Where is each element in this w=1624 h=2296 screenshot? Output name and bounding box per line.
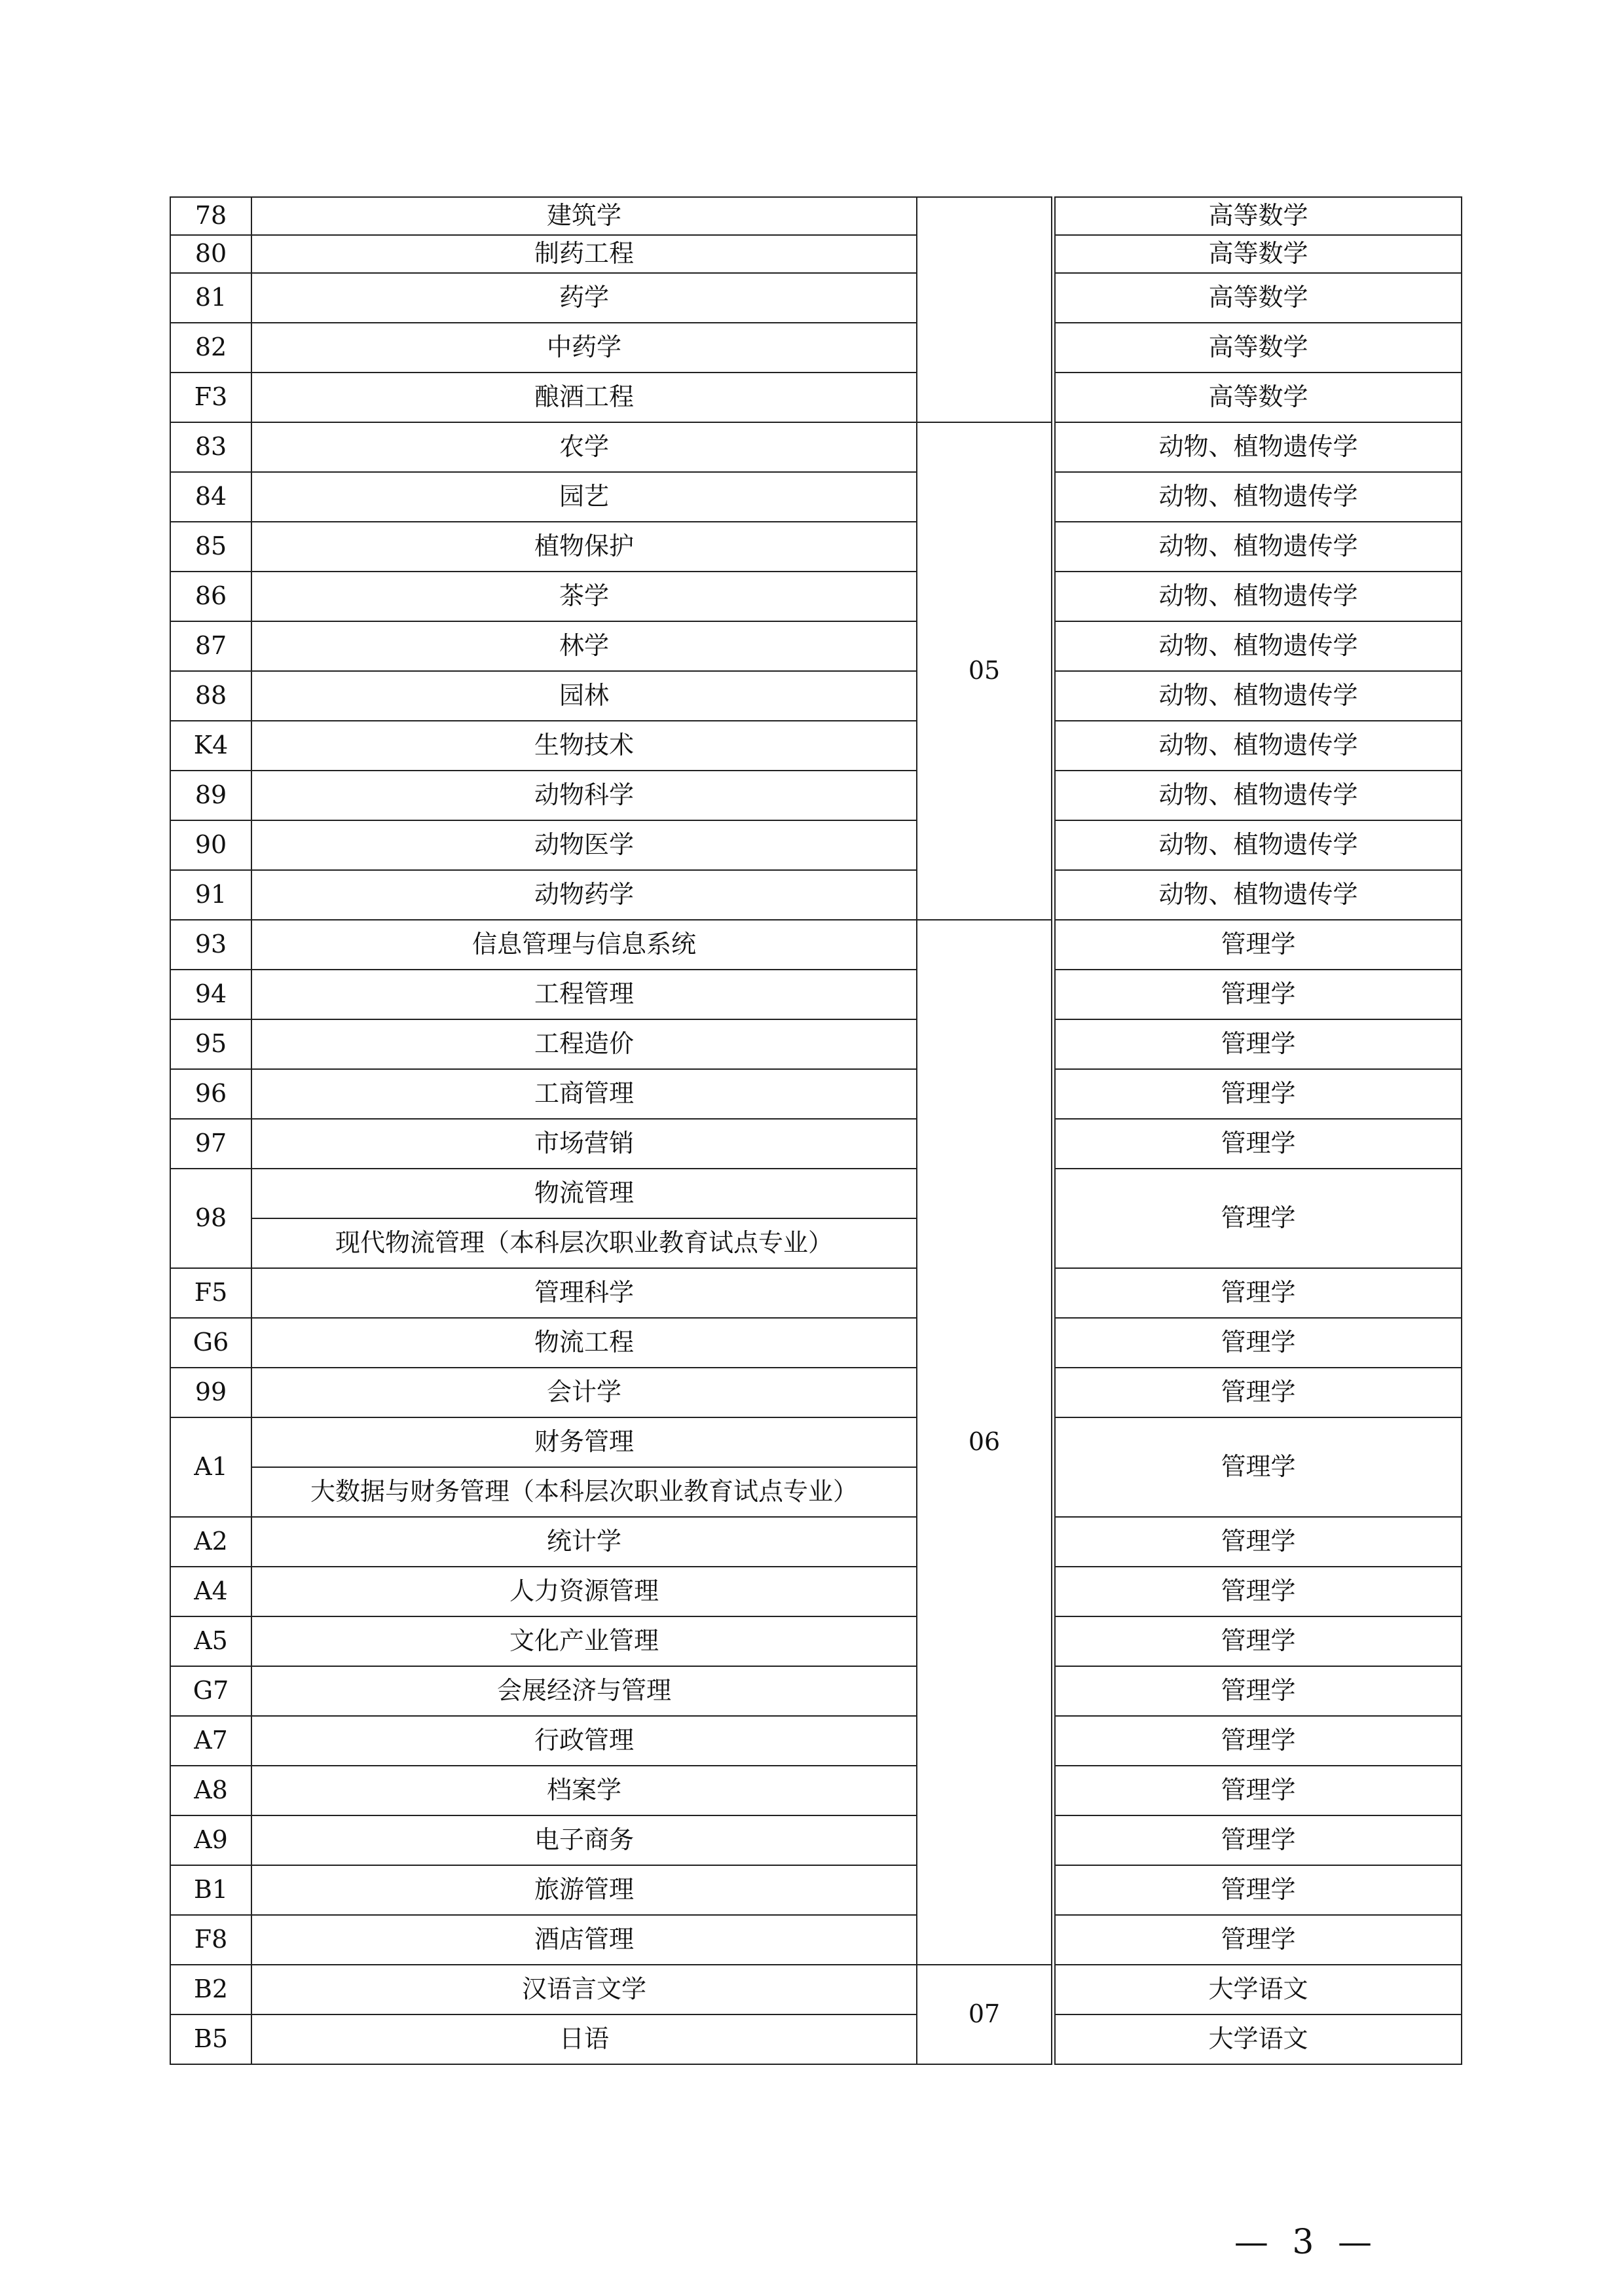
- major-name-cell: 日语: [251, 2014, 917, 2064]
- major-name-cell: 旅游管理: [251, 1865, 917, 1915]
- major-code-cell: G6: [170, 1318, 251, 1368]
- table-row: [170, 422, 1462, 472]
- exam-subject-cell: 高等数学: [1055, 373, 1462, 422]
- major-name-cell: 药学: [251, 273, 917, 323]
- exam-subject-cell: 动物、植物遗传学: [1055, 820, 1462, 870]
- table-row: [170, 1915, 1462, 1965]
- major-name-cell: 工程管理: [251, 970, 917, 1019]
- table-row: [170, 472, 1462, 522]
- table-body: [170, 197, 1462, 2064]
- exam-subject-cell: 大学语文: [1055, 1965, 1462, 2014]
- major-code-cell: 99: [170, 1368, 251, 1417]
- major-name-cell: 茶学: [251, 572, 917, 621]
- major-name-cell: 文化产业管理: [251, 1616, 917, 1666]
- exam-subject-cell: 动物、植物遗传学: [1055, 522, 1462, 572]
- exam-subject-cell: 高等数学: [1055, 197, 1462, 235]
- major-name-cell: 制药工程: [251, 235, 917, 273]
- exam-subject-cell: 管理学: [1055, 970, 1462, 1019]
- table-row: [170, 820, 1462, 870]
- table-row: [170, 1666, 1462, 1716]
- table-row: [170, 1965, 1462, 2014]
- major-code-cell: 97: [170, 1119, 251, 1169]
- exam-subject-cell: 高等数学: [1055, 235, 1462, 273]
- exam-subject-cell: 管理学: [1055, 920, 1462, 970]
- major-name-cell: 酒店管理: [251, 1915, 917, 1965]
- major-name-cell: 物流管理: [251, 1169, 917, 1218]
- major-name-cell: 大数据与财务管理（本科层次职业教育试点专业）: [251, 1467, 917, 1517]
- major-code-cell: 95: [170, 1019, 251, 1069]
- major-code-cell: 98: [170, 1169, 251, 1268]
- major-code-cell: B5: [170, 2014, 251, 2064]
- major-name-cell: 动物医学: [251, 820, 917, 870]
- major-code-cell: 80: [170, 235, 251, 273]
- admission-table: [170, 196, 1462, 2065]
- exam-subject-cell: 动物、植物遗传学: [1055, 771, 1462, 820]
- exam-subject-cell: 动物、植物遗传学: [1055, 472, 1462, 522]
- major-name-cell: 物流工程: [251, 1318, 917, 1368]
- major-code-cell: A9: [170, 1815, 251, 1865]
- major-code-cell: 88: [170, 671, 251, 721]
- subject-group-cell: [917, 197, 1052, 422]
- major-code-cell: F8: [170, 1915, 251, 1965]
- exam-subject-cell: 管理学: [1055, 1915, 1462, 1965]
- table-row: [170, 1766, 1462, 1815]
- major-code-cell: A5: [170, 1616, 251, 1666]
- exam-subject-cell: 管理学: [1055, 1616, 1462, 1666]
- exam-subject-cell: 动物、植物遗传学: [1055, 721, 1462, 771]
- major-code-cell: 96: [170, 1069, 251, 1119]
- exam-subject-cell: 管理学: [1055, 1766, 1462, 1815]
- major-name-cell: 中药学: [251, 323, 917, 373]
- major-name-cell: 会计学: [251, 1368, 917, 1417]
- table-row: [170, 671, 1462, 721]
- major-name-cell: 行政管理: [251, 1716, 917, 1766]
- exam-subject-cell: 高等数学: [1055, 323, 1462, 373]
- major-code-cell: A7: [170, 1716, 251, 1766]
- major-code-cell: 90: [170, 820, 251, 870]
- exam-subject-cell: 管理学: [1055, 1865, 1462, 1915]
- major-name-cell: 工商管理: [251, 1069, 917, 1119]
- major-code-cell: 87: [170, 621, 251, 671]
- exam-subject-cell: 动物、植物遗传学: [1055, 671, 1462, 721]
- table-row: [170, 273, 1462, 323]
- exam-subject-cell: 动物、植物遗传学: [1055, 621, 1462, 671]
- major-name-cell: 林学: [251, 621, 917, 671]
- major-code-cell: F5: [170, 1268, 251, 1318]
- major-name-cell: 园艺: [251, 472, 917, 522]
- table-row: [170, 1019, 1462, 1069]
- major-name-cell: 市场营销: [251, 1119, 917, 1169]
- major-code-cell: G7: [170, 1666, 251, 1716]
- major-name-cell: 现代物流管理（本科层次职业教育试点专业）: [251, 1218, 917, 1268]
- subject-group-cell: 06: [917, 920, 1052, 1965]
- major-code-cell: 78: [170, 197, 251, 235]
- exam-subject-cell: 动物、植物遗传学: [1055, 572, 1462, 621]
- table-row: [170, 373, 1462, 422]
- table-row: [170, 970, 1462, 1019]
- exam-subject-cell: 管理学: [1055, 1069, 1462, 1119]
- table-row: [170, 1169, 1462, 1218]
- exam-subject-cell: 管理学: [1055, 1318, 1462, 1368]
- table-row: [170, 1616, 1462, 1666]
- major-name-cell: 植物保护: [251, 522, 917, 572]
- table-row: [170, 1417, 1462, 1467]
- major-name-cell: 档案学: [251, 1766, 917, 1815]
- table-row: [170, 721, 1462, 771]
- major-name-cell: 会展经济与管理: [251, 1666, 917, 1716]
- major-code-cell: 89: [170, 771, 251, 820]
- table-row: [170, 1865, 1462, 1915]
- table-row: [170, 920, 1462, 970]
- table-row: [170, 1567, 1462, 1616]
- exam-subject-cell: 管理学: [1055, 1666, 1462, 1716]
- major-name-cell: 工程造价: [251, 1019, 917, 1069]
- major-code-cell: K4: [170, 721, 251, 771]
- table-row: [170, 1368, 1462, 1417]
- major-code-cell: 94: [170, 970, 251, 1019]
- exam-subject-cell: 管理学: [1055, 1517, 1462, 1567]
- page-number: — 3 —: [1234, 2223, 1378, 2262]
- table-row: [170, 1716, 1462, 1766]
- major-name-cell: 信息管理与信息系统: [251, 920, 917, 970]
- major-code-cell: A8: [170, 1766, 251, 1815]
- major-code-cell: 91: [170, 870, 251, 920]
- major-code-cell: A4: [170, 1567, 251, 1616]
- major-name-cell: 汉语言文学: [251, 1965, 917, 2014]
- major-name-cell: 人力资源管理: [251, 1567, 917, 1616]
- major-name-cell: 园林: [251, 671, 917, 721]
- table-row: [170, 1815, 1462, 1865]
- table-row: [170, 1069, 1462, 1119]
- exam-subject-cell: 动物、植物遗传学: [1055, 870, 1462, 920]
- exam-subject-cell: 大学语文: [1055, 2014, 1462, 2064]
- major-code-cell: A1: [170, 1417, 251, 1517]
- exam-subject-cell: 管理学: [1055, 1815, 1462, 1865]
- major-code-cell: B1: [170, 1865, 251, 1915]
- major-name-cell: 管理科学: [251, 1268, 917, 1318]
- table-row: [170, 1517, 1462, 1567]
- major-code-cell: 82: [170, 323, 251, 373]
- table-row: [170, 621, 1462, 671]
- exam-subject-cell: 管理学: [1055, 1119, 1462, 1169]
- subject-group-cell: 07: [917, 1965, 1052, 2064]
- major-name-cell: 财务管理: [251, 1417, 917, 1467]
- major-code-cell: 81: [170, 273, 251, 323]
- major-code-cell: 86: [170, 572, 251, 621]
- major-code-cell: B2: [170, 1965, 251, 2014]
- table-row: [170, 235, 1462, 273]
- exam-subject-cell: 管理学: [1055, 1716, 1462, 1766]
- subject-group-cell: 05: [917, 422, 1052, 920]
- major-name-cell: 动物药学: [251, 870, 917, 920]
- table-row: [170, 197, 1462, 235]
- major-code-cell: 84: [170, 472, 251, 522]
- exam-subject-cell: 管理学: [1055, 1019, 1462, 1069]
- table-row: [170, 1119, 1462, 1169]
- exam-subject-cell: 动物、植物遗传学: [1055, 422, 1462, 472]
- table-row: [170, 323, 1462, 373]
- exam-subject-cell: 管理学: [1055, 1268, 1462, 1318]
- exam-subject-cell: 高等数学: [1055, 273, 1462, 323]
- exam-subject-cell: 管理学: [1055, 1368, 1462, 1417]
- major-name-cell: 农学: [251, 422, 917, 472]
- major-name-cell: 酿酒工程: [251, 373, 917, 422]
- major-code-cell: A2: [170, 1517, 251, 1567]
- table-row: [170, 870, 1462, 920]
- exam-subject-cell: 管理学: [1055, 1417, 1462, 1517]
- major-name-cell: 动物科学: [251, 771, 917, 820]
- major-code-cell: 85: [170, 522, 251, 572]
- major-name-cell: 生物技术: [251, 721, 917, 771]
- table-row: [170, 2014, 1462, 2064]
- major-code-cell: 83: [170, 422, 251, 472]
- exam-subject-cell: 管理学: [1055, 1169, 1462, 1268]
- table-row: [170, 572, 1462, 621]
- exam-subject-cell: 管理学: [1055, 1567, 1462, 1616]
- major-code-cell: F3: [170, 373, 251, 422]
- table-row: [170, 771, 1462, 820]
- major-code-cell: 93: [170, 920, 251, 970]
- major-name-cell: 建筑学: [251, 197, 917, 235]
- table-row: [170, 522, 1462, 572]
- table-row: [170, 1318, 1462, 1368]
- table-row: [170, 1268, 1462, 1318]
- major-name-cell: 统计学: [251, 1517, 917, 1567]
- major-name-cell: 电子商务: [251, 1815, 917, 1865]
